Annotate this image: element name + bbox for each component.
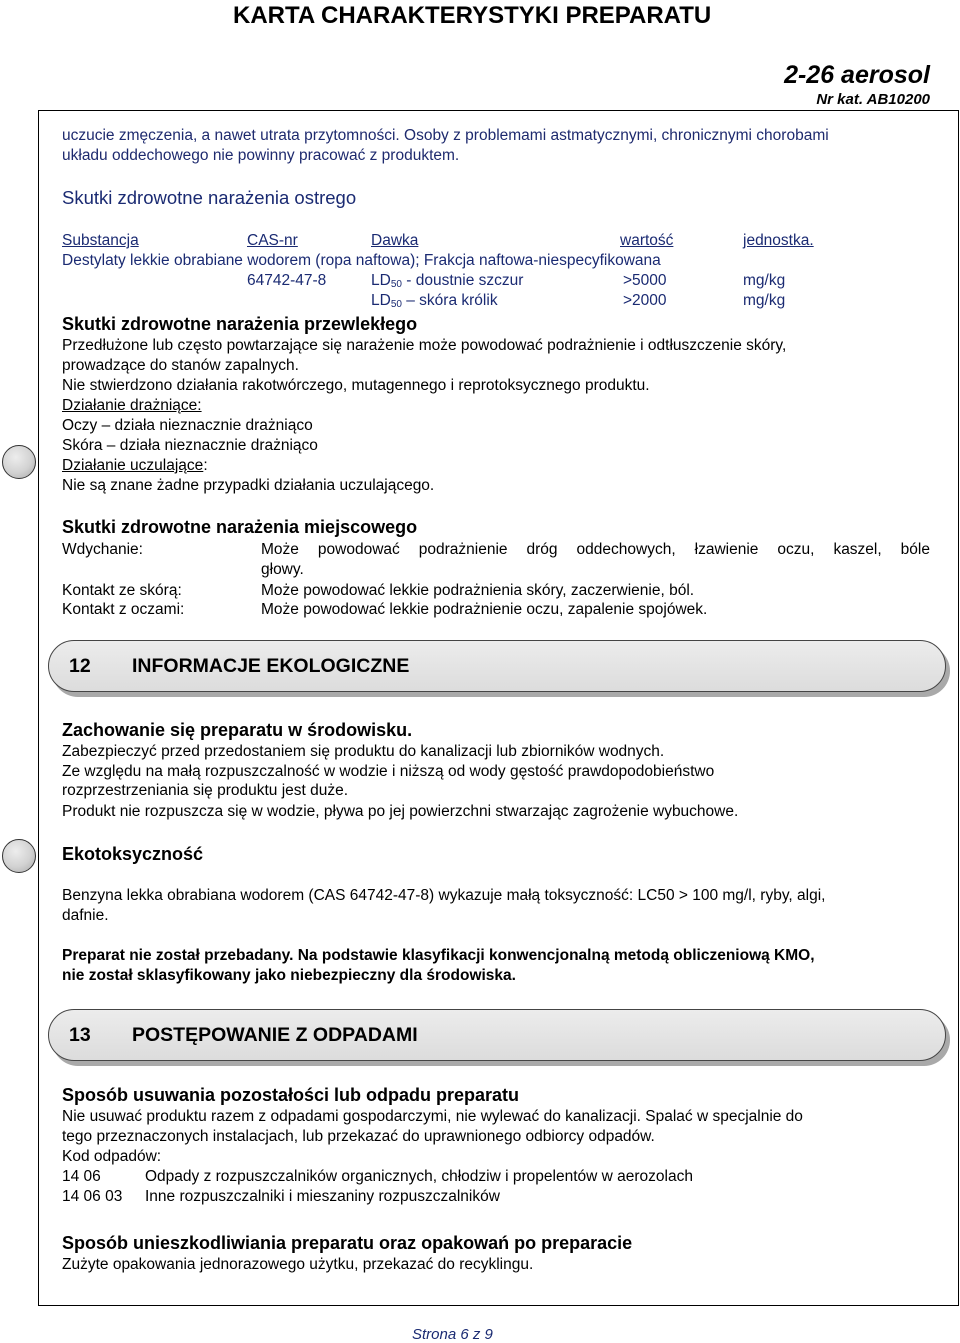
disposal-heading: Sposób usuwania pozostałości lub odpadu preparatu	[62, 1085, 520, 1105]
waste-code-desc: Odpady z rozpuszczalników organicznych, chłodziw i propelentów w aerozolach	[145, 1168, 693, 1185]
document-title: KARTA CHARAKTERYSTYKI PREPARATU	[233, 2, 712, 29]
local-text-eyes: Może powodować lekkie podrażnienie oczu, zapalenie spojówek.	[261, 601, 708, 618]
local-text-inhalation: Może powodować podrażnienie dróg oddechowych, łzawienie oczu, kaszel, bóle	[261, 541, 930, 558]
irritant-skin: Skóra – działa nieznacznie drażniąco	[62, 437, 318, 454]
local-heading: Skutki zdrowotne narażenia miejscowego	[62, 517, 418, 537]
local-text-inhalation-cont: głowy.	[261, 561, 304, 578]
value-dermal: >2000	[623, 292, 667, 309]
local-label-skin: Kontakt ze skórą:	[62, 582, 182, 599]
ecotox-text: dafnie.	[62, 907, 109, 924]
dose-dermal: $LD_{50}$ – skóra królik	[371, 292, 498, 310]
sensitizing-text: Nie są znane żadne przypadki działania uczulającego.	[62, 477, 435, 494]
column-header-value: wartość	[620, 232, 674, 249]
waste-code-label: Kod odpadów:	[62, 1148, 162, 1165]
column-header-dose: Dawka	[371, 232, 419, 249]
behavior-text: Zabezpieczyć przed przedostaniem się produktu do kanalizacji lub zbiorników wodnych.	[62, 743, 665, 760]
behavior-text: Produkt nie rozpuszcza się w wodzie, pływa po jej powierzchni stwarzając zagrożenie wybuchowe.	[62, 803, 739, 820]
column-header-substance: Substancja	[62, 232, 139, 249]
waste-code-desc: Inne rozpuszczalniki i mieszaniny rozpuszczalników	[145, 1188, 500, 1205]
chronic-paragraph: prowadzące do stanów zapalnych.	[62, 357, 299, 374]
waste-code: 14 06 03	[62, 1188, 123, 1205]
ecotox-heading: Ekotoksyczność	[62, 844, 204, 864]
behavior-text: Ze względu na małą rozpuszczalność w wodzie i niższą od wody gęstość prawdopodobieństwo	[62, 763, 715, 780]
intro-line: układu oddechowego nie powinny pracować z produktem.	[62, 147, 460, 164]
disposal-text: tego przeznaczonych instalacjach, lub przekazać do uprawnionego odbiorcy odpadów.	[62, 1128, 655, 1145]
intro-line: uczucie zmęczenia, a nawet utrata przytomności. Osoby z problemami astmatycznymi, chronicznymi chorobami	[62, 127, 829, 144]
column-header-cas: CAS-nr	[247, 232, 298, 249]
catalog-number: Nr kat. AB10200	[816, 91, 930, 108]
chronic-paragraph: Przedłużone lub często powtarzające się narażenie może powodować podrażnienie i odtłuszczenie skóry,	[62, 337, 787, 354]
substance-name: Destylaty lekkie obrabiane wodorem (ropa naftowa); Frakcja naftowa-niespecyfikowana	[62, 252, 661, 269]
local-label-eyes: Kontakt z oczami:	[62, 601, 185, 618]
page-number: Strona 6 z 9	[412, 1326, 493, 1343]
dose-oral: $LD_{50}$ - doustnie szczur	[371, 272, 524, 290]
chronic-paragraph: Nie stwierdzono działania rakotwórczego, mutagennego i reprotoksycznego produktu.	[62, 377, 650, 394]
margin-marker-circle	[2, 445, 36, 479]
sensitizing-label: Działanie uczulające:	[62, 457, 208, 474]
behavior-text: rozprzestrzeniania się produktu jest duże.	[62, 782, 349, 799]
section-12-banner	[48, 640, 946, 692]
behavior-heading: Zachowanie się preparatu w środowisku.	[62, 720, 413, 740]
margin-marker-circle	[2, 839, 36, 873]
packaging-heading: Sposób unieszkodliwiania preparatu oraz opakowań po preparacie	[62, 1233, 633, 1253]
section-number: 12	[69, 655, 91, 677]
local-label-inhalation: Wdychanie:	[62, 541, 143, 558]
local-text-skin: Może powodować lekkie podrażnienia skóry, zaczerwienie, ból.	[261, 582, 695, 599]
ecotox-classification: Preparat nie został przebadany. Na podstawie klasyfikacji konwencjonalną metodą obliczeniową KMO,	[62, 947, 815, 964]
unit-dermal: mg/kg	[743, 292, 786, 309]
ecotox-text: Benzyna lekka obrabiana wodorem (CAS 64742-47-8) wykazuje małą toksyczność: LC50 > 100 mg/l, ryby, algi,	[62, 887, 826, 904]
waste-code: 14 06	[62, 1168, 101, 1185]
section-13-banner	[48, 1009, 946, 1061]
cas-number: 64742-47-8	[247, 272, 327, 289]
column-header-unit: jednostka.	[743, 232, 814, 249]
irritant-eyes: Oczy – działa nieznacznie drażniąco	[62, 417, 313, 434]
product-name: 2-26 aerosol	[784, 61, 930, 89]
disposal-text: Nie usuwać produktu razem z odpadami gospodarczymi, nie wylewać do kanalizacji. Spalać w specjalnie do	[62, 1108, 803, 1125]
packaging-text: Zużyte opakowania jednorazowego użytku, przekazać do recyklingu.	[62, 1256, 534, 1273]
unit-oral: mg/kg	[743, 272, 786, 289]
value-oral: >5000	[623, 272, 667, 289]
chronic-heading: Skutki zdrowotne narażenia przewlekłego	[62, 314, 418, 334]
irritant-label: Działanie drażniące:	[62, 397, 202, 414]
acute-heading: Skutki zdrowotne narażenia ostrego	[62, 187, 357, 208]
section-number: 13	[69, 1024, 91, 1046]
ecotox-classification: nie został sklasyfikowany jako niebezpieczny dla środowiska.	[62, 967, 516, 984]
section-title: POSTĘPOWANIE Z ODPADAMI	[132, 1024, 418, 1046]
section-title: INFORMACJE EKOLOGICZNE	[132, 655, 410, 677]
